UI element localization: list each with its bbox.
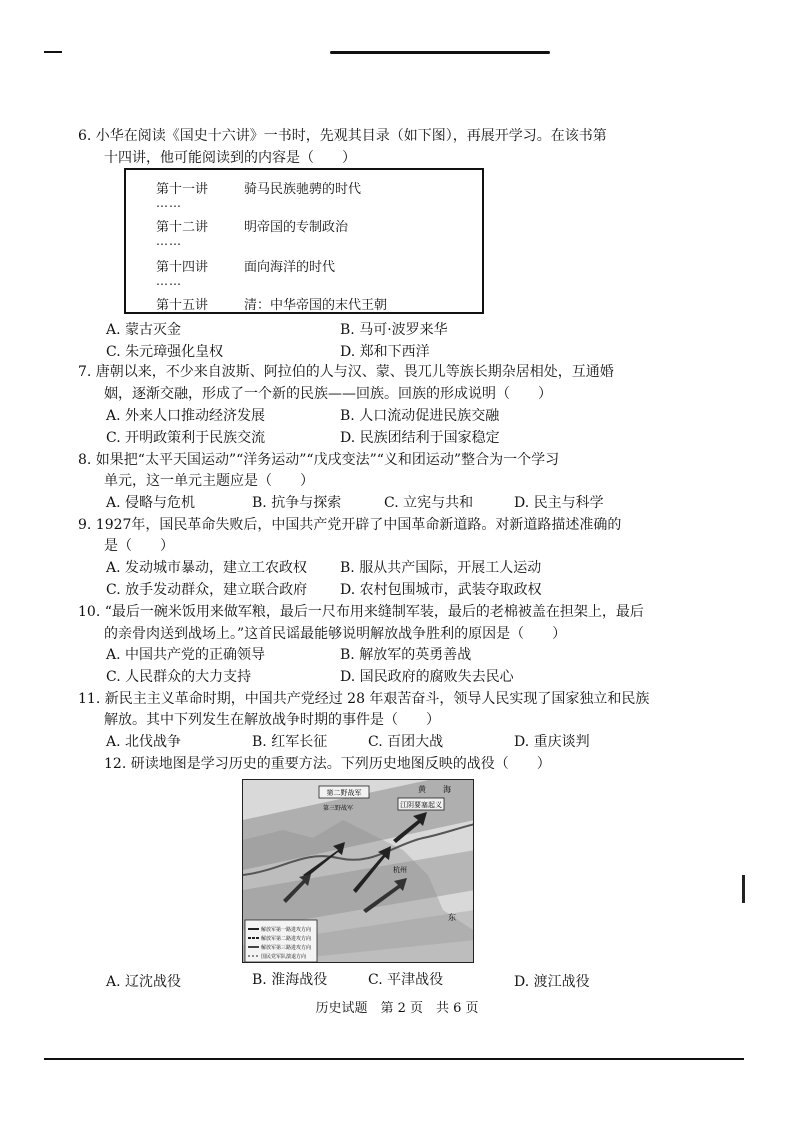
- map-label-legend-title: 第二野战军: [326, 789, 362, 797]
- q12-option-c: C. 平津战役: [368, 972, 444, 988]
- q12-option-b: B. 淮海战役: [252, 972, 328, 988]
- toc-title: 明帝国的专制政治: [244, 220, 349, 235]
- q10-option-a: A. 中国共产党的正确领导: [106, 647, 266, 663]
- scan-mark-top: [330, 51, 550, 54]
- toc-dots: ……: [156, 274, 182, 288]
- q10-option-d: D. 国民政府的腐败失去民心: [340, 669, 514, 685]
- q6-line2: 十四讲，他可能阅读到的内容是（ ）: [104, 150, 356, 166]
- q6-option-c: C. 朱元璋强化皇权: [106, 344, 224, 360]
- q11-option-a: A. 北伐战争: [106, 734, 182, 750]
- q7-option-b: B. 人口流动促进民族交融: [340, 408, 500, 424]
- map-label-box2: 江阴要塞起义: [400, 801, 442, 809]
- q6-line1: 6. 小华在阅读《国史十六讲》一书时，先观其目录（如下图），再展开学习。在该书第: [78, 128, 607, 144]
- battle-map-graphic: [243, 780, 474, 963]
- battle-map: [242, 779, 474, 963]
- legend-item: 解放军第一路进攻方向: [261, 927, 312, 933]
- q11-option-c: C. 百团大战: [368, 734, 444, 750]
- q11-option-d: D. 重庆谈判: [514, 734, 590, 750]
- q9-option-d: D. 农村包围城市，武装夺取政权: [340, 582, 542, 598]
- toc-box: [124, 168, 484, 314]
- q9-option-c: C. 放手发动群众，建立联合政府: [106, 582, 308, 598]
- q9-line1: 9. 1927年，国民革命失败后，中国共产党开辟了中国革命新道路。对新道路描述准确的: [78, 517, 622, 533]
- scan-mark-bottom: [44, 1058, 744, 1060]
- legend-item: 解放军第二路进攻方向: [261, 936, 312, 942]
- q9-option-b: B. 服从共产国际，开展工人运动: [340, 560, 542, 576]
- q8-option-d: D. 民主与科学: [514, 495, 604, 511]
- q8-option-a: A. 侵略与危机: [106, 495, 196, 511]
- legend-item: 解放军第三路进攻方向: [261, 945, 312, 951]
- q11-line2: 解放。其中下列发生在解放战争时期的事件是（ ）: [104, 712, 440, 728]
- legend-item: 国民党军队溃退方向: [261, 954, 307, 960]
- map-label-sea2: 海: [443, 785, 451, 794]
- map-label-box1: 第三野战军: [323, 805, 354, 812]
- q7-line2: 姻，逐渐交融，形成了一个新的民族——回族。回族的形成说明（ ）: [104, 386, 552, 402]
- map-label-city: 杭州: [393, 866, 407, 874]
- q12-option-a: A. 辽沈战役: [106, 974, 182, 990]
- scan-mark-top-left: [44, 51, 62, 53]
- q10-option-c: C. 人民群众的大力支持: [106, 669, 252, 685]
- q7-line1: 7. 唐朝以来，不少来自波斯、阿拉伯的人与汉、蒙、畏兀儿等族长期杂居相处，互通婚: [78, 364, 614, 380]
- q7-option-d: D. 民族团结利于国家稳定: [340, 430, 500, 446]
- toc-num: 第十五讲: [156, 298, 209, 313]
- page-footer: 历史试题 第 2 页 共 6 页: [315, 1001, 479, 1016]
- q8-option-c: C. 立宪与共和: [384, 495, 474, 511]
- q8-line2: 单元，这一单元主题应是（ ）: [104, 473, 314, 489]
- toc-num: 第十一讲: [156, 182, 209, 197]
- q6-option-b: B. 马可·波罗来华: [340, 322, 448, 338]
- q12-option-d: D. 渡江战役: [514, 974, 590, 990]
- q6-option-a: A. 蒙古灭金: [106, 322, 182, 338]
- q10-line2: 的亲骨肉送到战场上。”这首民谣最能够说明解放战争胜利的原因是（ ）: [104, 626, 567, 642]
- toc-title: 清：中华帝国的末代王朝: [244, 298, 388, 313]
- q11-option-b: B. 红军长征: [252, 734, 328, 750]
- map-label-sea1: 黄: [418, 785, 426, 794]
- q11-line1: 11. 新民主主义革命时期，中国共产党经过 28 年艰苦奋斗，领导人民实现了国家独立和民族: [78, 691, 650, 707]
- q10-option-b: B. 解放军的英勇善战: [340, 647, 472, 663]
- q8-line1: 8. 如果把“太平天国运动”“洋务运动”“戊戌变法”“义和团运动”整合为一个学习: [78, 452, 560, 468]
- toc-title: 骑马民族驰骋的时代: [244, 182, 362, 197]
- scan-mark-right: [742, 875, 745, 903]
- toc-num: 第十二讲: [156, 220, 209, 235]
- toc-dots: ……: [156, 234, 182, 248]
- q10-line1: 10. “最后一碗米饭用来做军粮，最后一尺布用来缝制军装，最后的老棉被盖在担架上，最后: [78, 604, 644, 620]
- toc-num: 第十四讲: [156, 260, 209, 275]
- toc-dots: ……: [156, 196, 182, 210]
- q7-option-a: A. 外来人口推动经济发展: [106, 408, 266, 424]
- q9-option-a: A. 发动城市暴动，建立工农政权: [106, 560, 308, 576]
- toc-title: 面向海洋的时代: [244, 260, 336, 275]
- q12-line1: 12. 研读地图是学习历史的重要方法。下列历史地图反映的战役（ ）: [104, 756, 551, 772]
- map-label-east: 东: [448, 913, 456, 922]
- q7-option-c: C. 开明政策利于民族交流: [106, 430, 266, 446]
- q8-option-b: B. 抗争与探索: [252, 495, 342, 511]
- q9-line2: 是（ ）: [104, 538, 174, 554]
- q6-option-d: D. 郑和下西洋: [340, 344, 430, 360]
